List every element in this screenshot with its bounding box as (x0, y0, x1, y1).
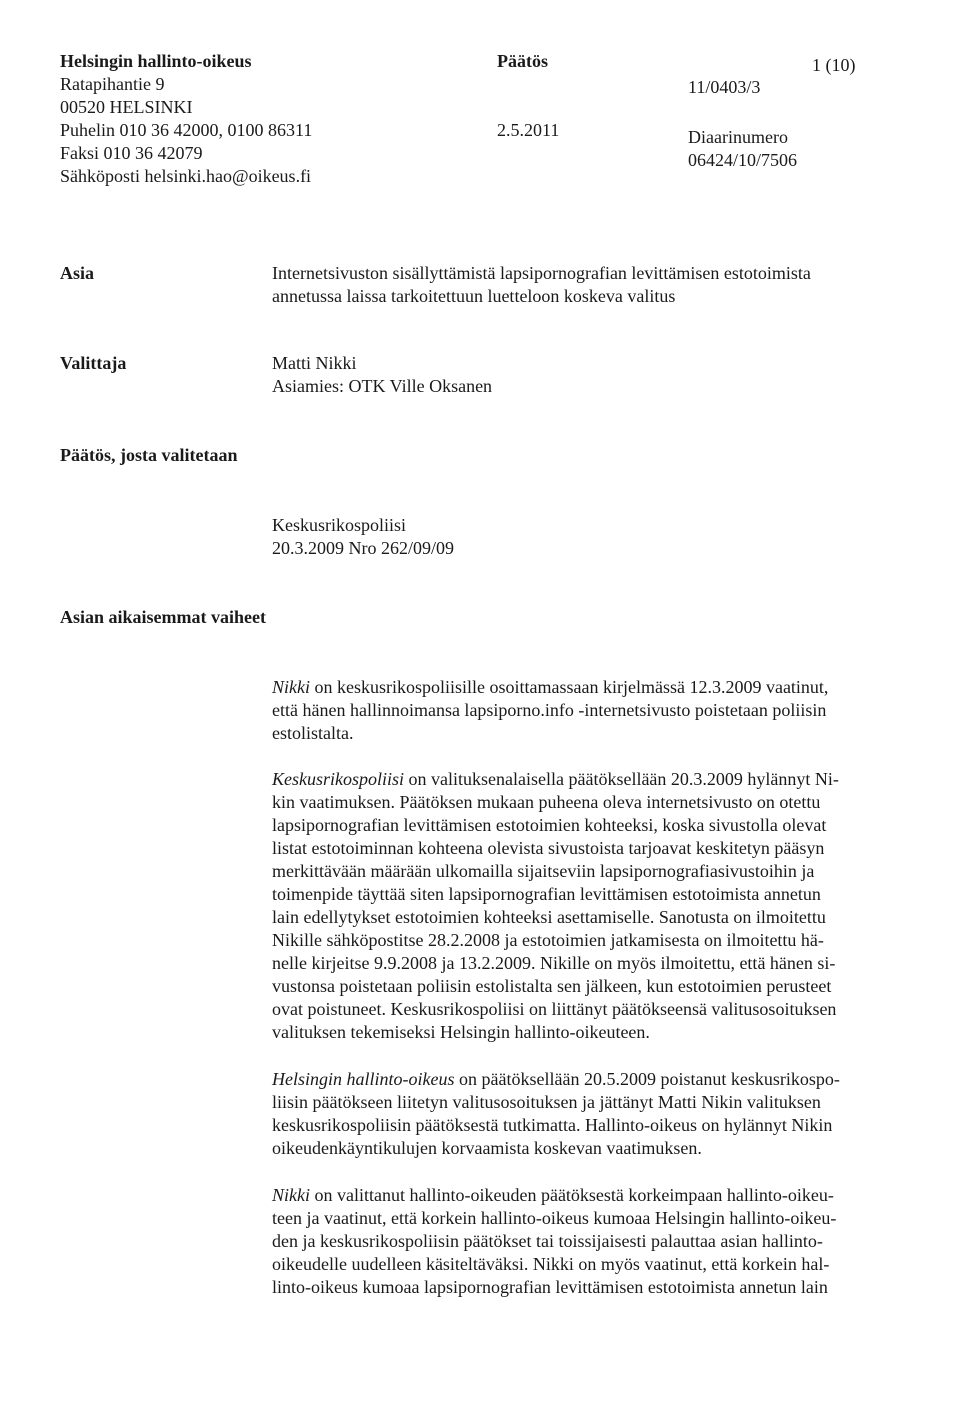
paragraph-line: vustonsa poistetaan poliisin estolistalta sen jälkeen, kun estotoimien perusteet (272, 976, 832, 996)
appealed-decision-label: Päätös, josta valitetaan (60, 445, 238, 465)
court-address-street: Ratapihantie 9 (60, 74, 165, 94)
paragraph-line: liisin päätökseen liitetyn valitusosoituksen ja jättänyt Matti Nikin valituksen (272, 1092, 821, 1112)
paragraph-line: että hänen hallinnoimansa lapsiporno.info -internetsivusto poistetaan poliisin (272, 700, 827, 720)
paragraph-line: on valittanut hallinto-oikeuden päätöksestä korkeimpaan hallinto-oikeu- (310, 1185, 834, 1205)
court-address-city: 00520 HELSINKI (60, 97, 193, 117)
paragraph-lead: Keskusrikospoliisi (272, 769, 405, 789)
paragraph-line: kin vaatimuksen. Päätöksen mukaan puheena oleva internetsivusto on otettu (272, 792, 821, 812)
paragraph-line: oikeudelle uudelleen käsiteltäväksi. Nikki on myös vaatinut, että korkein hal- (272, 1254, 830, 1274)
court-email: Sähköposti helsinki.hao@oikeus.fi (60, 166, 312, 186)
court-name: Helsingin hallinto-oikeus (60, 51, 252, 71)
prior-stages-label: Asian aikaisemmat vaiheet (60, 607, 266, 627)
paragraph-line: valituksen tekemiseksi Helsingin hallinto-oikeuteen. (272, 1022, 650, 1042)
asia-line: annetussa laissa tarkoitettuun luetteloon koskeva valitus (272, 286, 676, 306)
appealed-decision-text (272, 514, 912, 560)
paragraph-line: Nikille sähköpostitse 28.2.2008 ja estotoimien jatkamisesta on ilmoitettu hä- (272, 930, 824, 950)
document-date: 2.5.2011 (497, 120, 560, 140)
decision-number: 11/0403/3 (688, 77, 761, 97)
paragraph-line: toimenpide täyttää siten lapsipornografian levittämisen estotoimista annetun (272, 884, 821, 904)
appellant-representative: Asiamies: OTK Ville Oksanen (272, 376, 493, 396)
asia-line: Internetsivuston sisällyttämistä lapsipornografian levittämisen estotoimista (272, 263, 811, 283)
paragraph-2 (272, 768, 912, 1044)
paragraph-line: nelle kirjeitse 9.9.2008 ja 13.2.2009. Nikille on myös ilmoitettu, että hänen si- (272, 953, 836, 973)
paragraph-lead: Nikki (272, 1185, 310, 1205)
appealed-reference: 20.3.2009 Nro 262/09/09 (272, 538, 454, 558)
paragraph-line: keskusrikospoliisin päätöksestä tutkimatta. Hallinto-oikeus on hylännyt Nikin (272, 1115, 833, 1135)
paragraph-line: merkittävään määrään ulkomailla sijaitseviin lapsipornografiasivustoihin ja (272, 861, 815, 881)
document-type: Päätös (497, 51, 548, 71)
paragraph-line: ovat poistuneet. Keskusrikospoliisi on liittänyt päätökseensä valitusosoituksen (272, 999, 837, 1019)
diary-number: 06424/10/7506 (688, 150, 798, 170)
paragraph-lead: Helsingin hallinto-oikeus (272, 1069, 455, 1089)
court-phone: Puhelin 010 36 42000, 0100 86311 (60, 120, 313, 140)
paragraph-line: listat estotoiminnan kohteena olevista sivustoista tarjoavat keskitetyn pääsyn (272, 838, 825, 858)
paragraph-line: lapsipornografian levittämisen estotoimien kohteeksi, koska sivustolla olevat (272, 815, 827, 835)
asia-label: Asia (60, 263, 95, 283)
diary-label: Diaarinumero (688, 127, 788, 147)
paragraph-line: den ja keskusrikospoliisin päätökset tai toissijaisesti palauttaa asian hallinto- (272, 1231, 823, 1251)
paragraph-line: on päätöksellään 20.5.2009 poistanut keskusrikospo- (454, 1069, 840, 1089)
paragraph-3 (272, 1068, 912, 1160)
paragraph-line: on valituksenalaisella päätöksellään 20.3.2009 hylännyt Ni- (404, 769, 839, 789)
paragraph-line: lain edellytykset estotoimien kohteeksi asettamiselle. Sanotusta on ilmoitettu (272, 907, 826, 927)
paragraph-line: linto-oikeus kumoaa lapsipornografian levittämisen estotoimista annetun lain (272, 1277, 828, 1297)
paragraph-1 (272, 676, 912, 745)
asia-text (272, 262, 912, 308)
paragraph-line: oikeudenkäyntikulujen korvaamista koskevan vaatimuksen. (272, 1138, 702, 1158)
paragraph-lead: Nikki (272, 677, 310, 697)
paragraph-line: teen ja vaatinut, että korkein hallinto-oikeus kumoaa Helsingin hallinto-oikeu- (272, 1208, 837, 1228)
valittaja-label: Valittaja (60, 353, 127, 373)
page-counter: 1 (10) (812, 55, 856, 75)
paragraph-4 (272, 1184, 912, 1299)
appellant-name: Matti Nikki (272, 353, 357, 373)
paragraph-line: estolistalta. (272, 723, 354, 743)
paragraph-line: on keskusrikospoliisille osoittamassaan kirjelmässä 12.3.2009 vaatinut, (310, 677, 829, 697)
valittaja-text (272, 352, 912, 398)
court-fax: Faksi 010 36 42079 (60, 143, 203, 163)
appealed-authority: Keskusrikospoliisi (272, 515, 407, 535)
